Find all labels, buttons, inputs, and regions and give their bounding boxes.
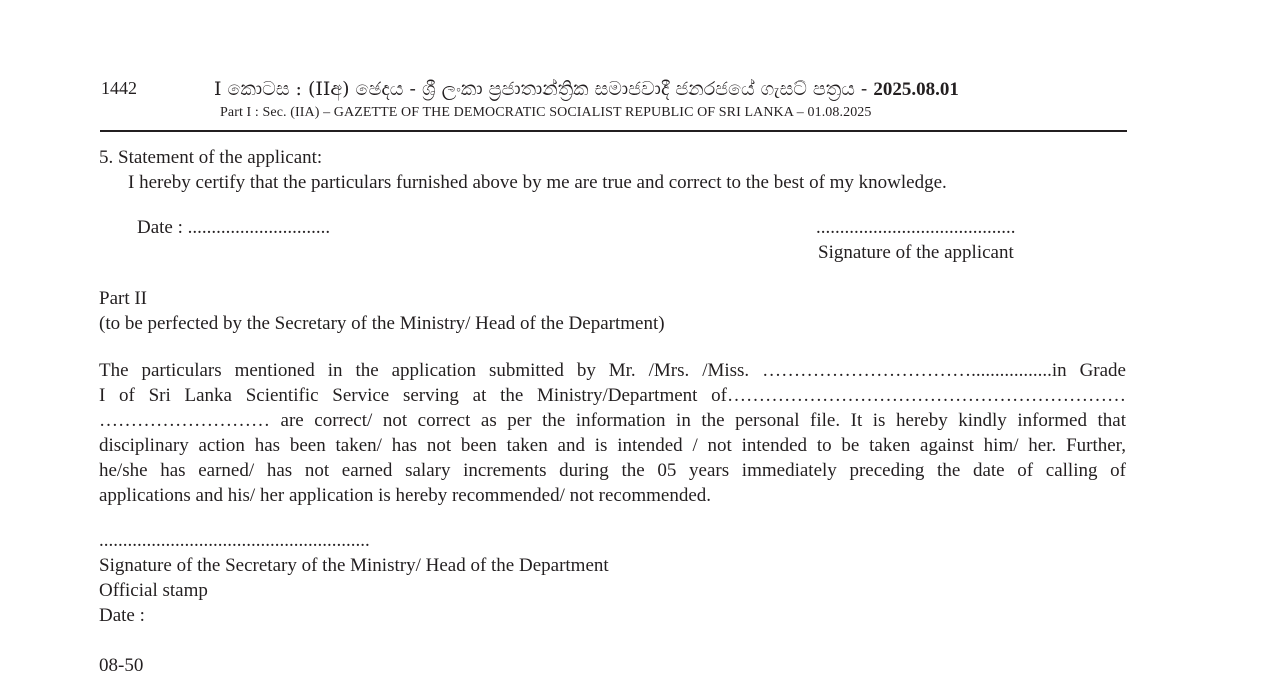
secretary-signature-line: .........................................................	[99, 530, 370, 551]
header-divider	[100, 130, 1127, 132]
paragraph-line: ……………………… are correct/ not correct as per the information in the personal file. It is hereby kindly informed that	[99, 410, 1126, 431]
secretary-date-field: Date :	[99, 605, 145, 626]
paragraph-line: disciplinary action has been taken/ has not been taken and is intended / not intended to be taken against him/ her. Further,	[99, 435, 1126, 456]
gazette-header-sinhala	[214, 78, 959, 101]
paragraph-line: The particulars mentioned in the application submitted by Mr. /Mrs. /Miss. …………………………….................in Grade	[99, 360, 1126, 381]
gazette-header-english: Part I : Sec. (IIA) – GAZETTE OF THE DEMOCRATIC SOCIALIST REPUBLIC OF SRI LANKA – 01.08.2025	[220, 105, 872, 120]
secretary-signature-label: Signature of the Secretary of the Ministry/ Head of the Department	[99, 555, 609, 576]
page-number: 1442	[101, 78, 137, 98]
gazette-title-sinhala: I කොටස : (IIඅ) ඡෙදය - ශ්‍රී ලංකා ප්‍රජාතාන්ත්‍රික සමාජවාදී ජනරජයේ ගැසට් පත්‍රය -	[214, 78, 874, 100]
official-stamp-label: Official stamp	[99, 580, 208, 601]
gazette-date-sinhala: 2025.08.01	[873, 79, 959, 100]
paragraph-line: applications and his/ her application is hereby recommended/ not recommended.	[99, 485, 712, 506]
paragraph-line: I of Sri Lanka Scientific Service serving at the Ministry/Department of………………………………………………………	[99, 385, 1126, 406]
part2-subheading: (to be perfected by the Secretary of the Ministry/ Head of the Department)	[99, 313, 665, 334]
document-code: 08-50	[99, 655, 144, 676]
applicant-signature-line: ..........................................	[816, 217, 1016, 238]
statement-heading: 5. Statement of the applicant:	[99, 147, 323, 168]
applicant-date-field: Date : ..............................	[137, 217, 331, 238]
paragraph-line: he/she has earned/ has not earned salary increments during the 05 years immediately preceding the date of calling of	[99, 460, 1126, 481]
applicant-signature-label: Signature of the applicant	[818, 242, 1014, 263]
part2-heading: Part II	[99, 288, 148, 309]
statement-text: I hereby certify that the particulars furnished above by me are true and correct to the best of my knowledge.	[128, 172, 947, 193]
